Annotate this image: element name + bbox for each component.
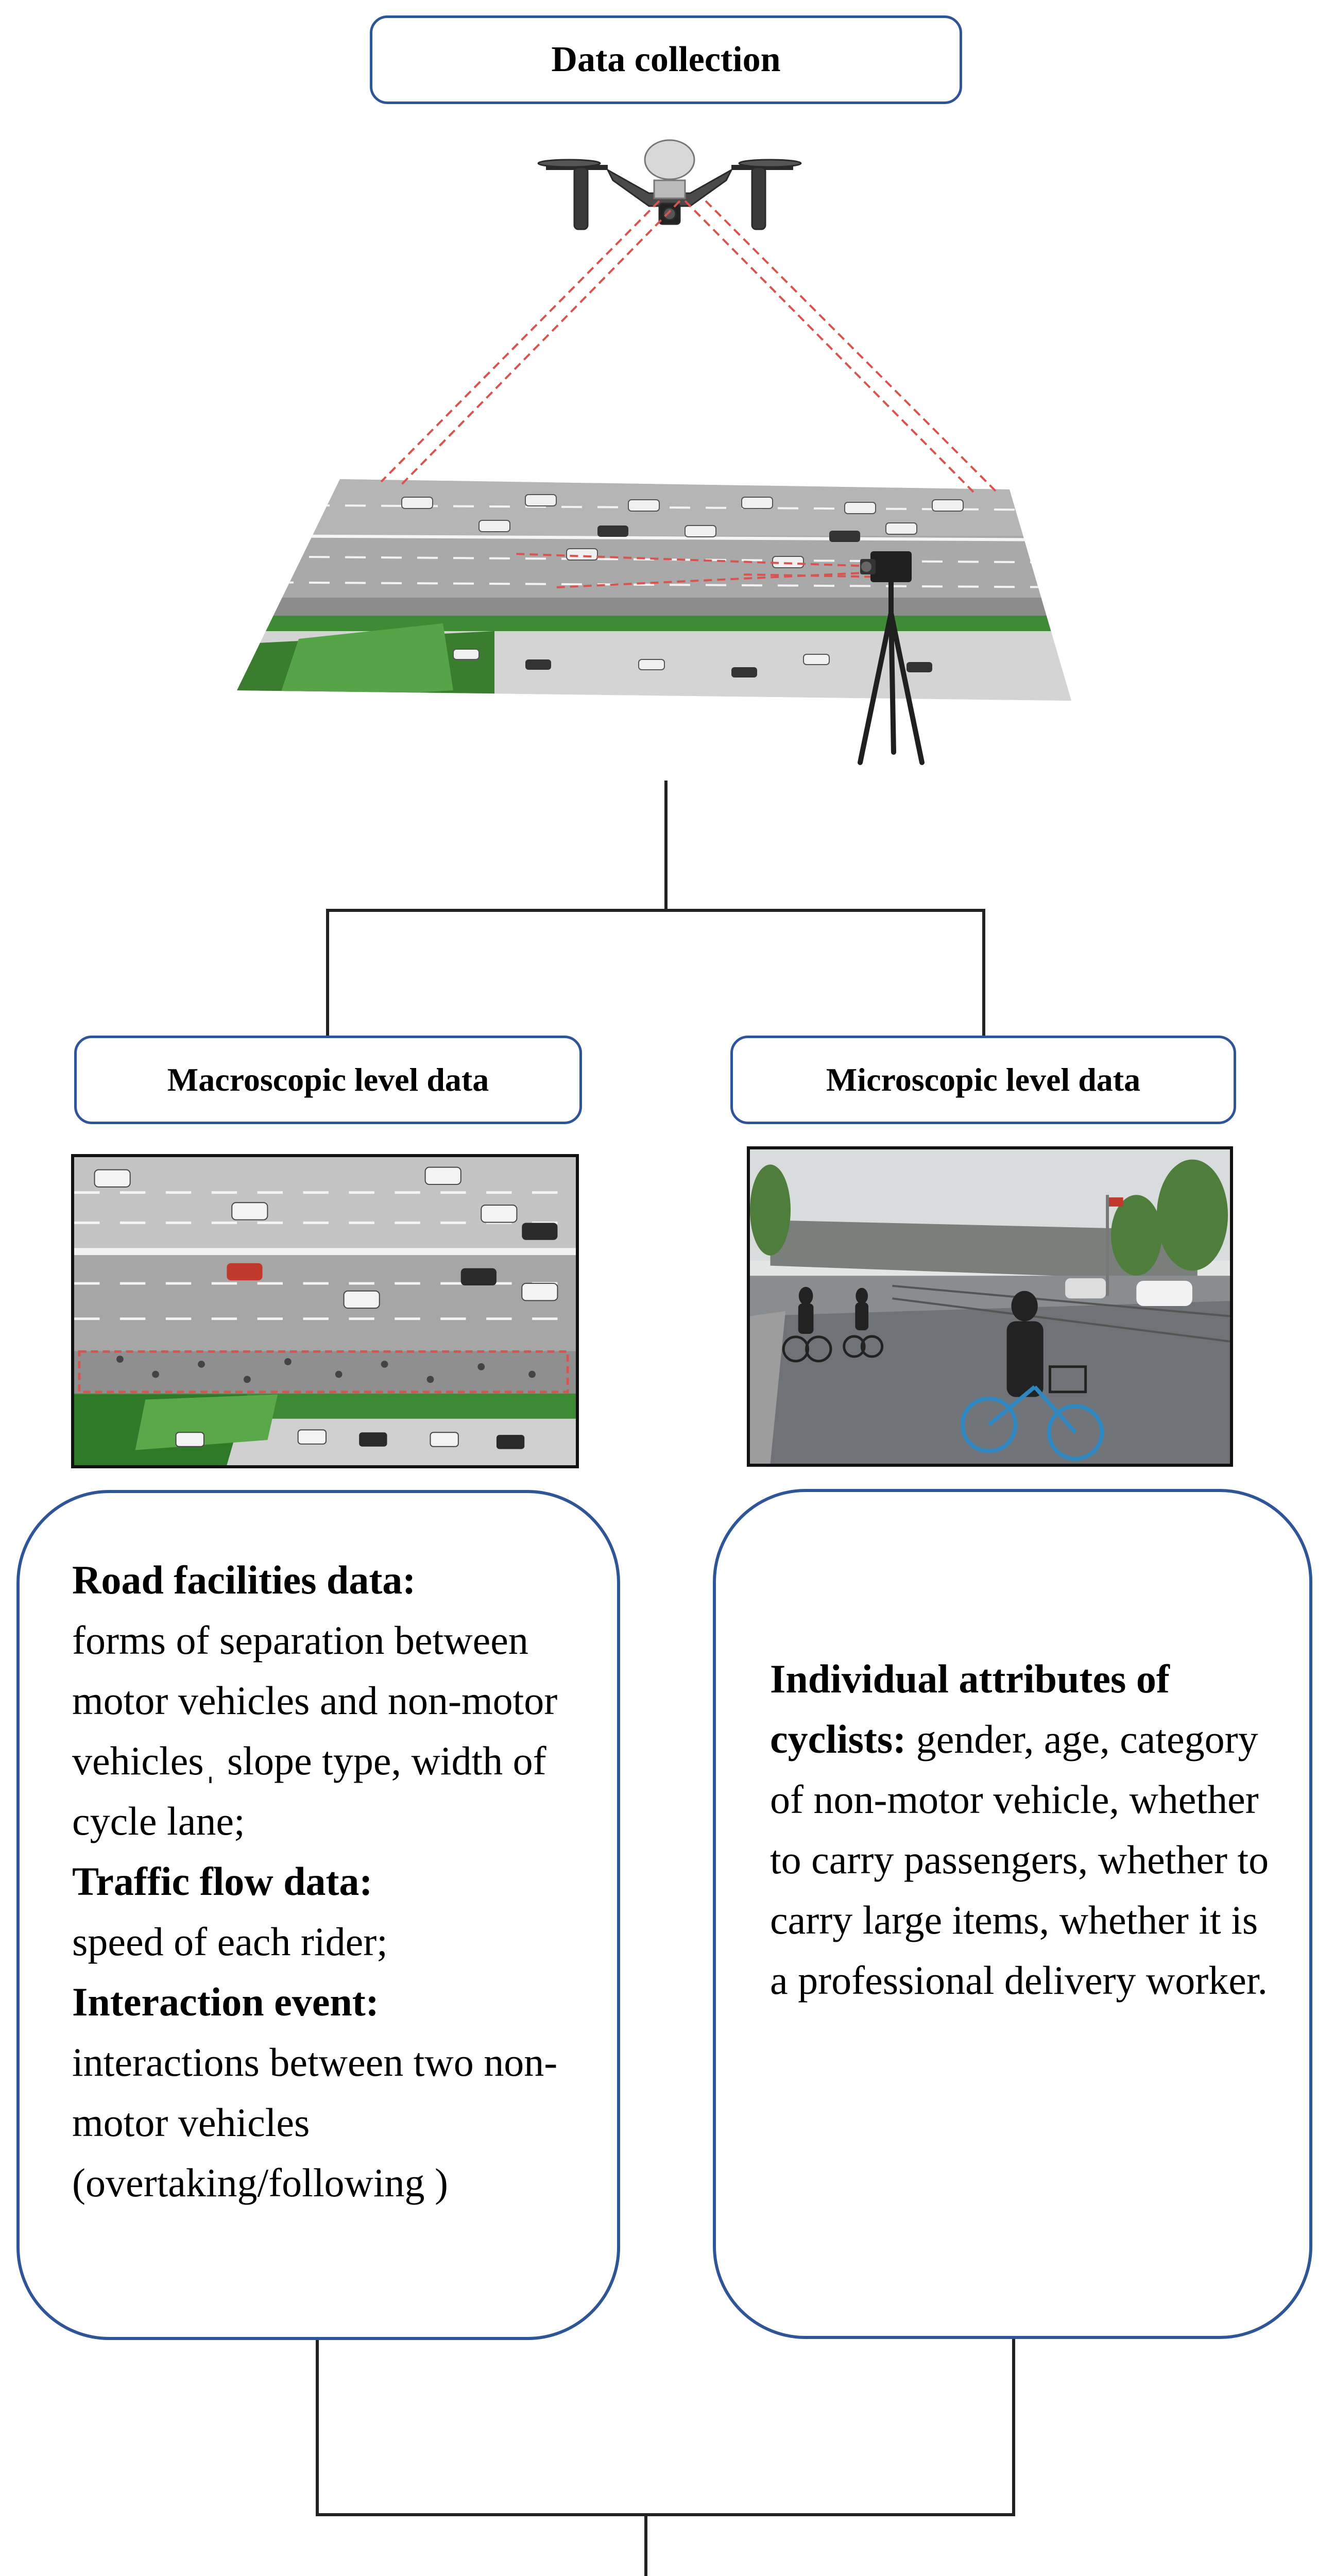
macroscopic-level-box: [74, 1036, 582, 1124]
road-facilities-text: forms of separation between motor vehicles and non-motor vehiclesˌ slope type, width of cycle lane;: [72, 1618, 558, 1843]
microscopic-street-photo: [747, 1146, 1233, 1467]
macroscopic-info-text: [72, 1550, 587, 2213]
interaction-event-text: interactions between two non-motor vehicles (overtaking/following ): [72, 2040, 558, 2205]
connector-right-rise: [1012, 2339, 1015, 2516]
connector-bar-top: [326, 909, 985, 912]
microscopic-level-label: Microscopic level data: [826, 1061, 1141, 1098]
traffic-flow-text: speed of each rider;: [72, 1919, 388, 1964]
traffic-flow-heading: Traffic flow data:: [72, 1859, 373, 1904]
individual-attributes-heading: Individual attributes of cyclists:: [770, 1656, 1170, 1761]
interaction-event-heading: Interaction event:: [72, 1979, 379, 2024]
microscopic-level-box: [730, 1036, 1236, 1124]
macroscopic-aerial-photo: [71, 1154, 579, 1468]
data-collection-box: [370, 15, 962, 104]
connector-bar-bottom: [316, 2513, 1015, 2516]
connector-left-drop: [326, 909, 329, 1038]
traffic-flow-block: [72, 1851, 587, 1972]
interaction-event-block: [72, 1972, 587, 2213]
macroscopic-level-label: Macroscopic level data: [167, 1061, 489, 1098]
aerial-road-scene: [237, 196, 1082, 778]
connector-trunk-top: [664, 781, 668, 912]
connector-right-drop: [982, 909, 985, 1038]
data-collection-label: Data collection: [551, 40, 781, 79]
road-facilities-heading: Road facilities data:: [72, 1557, 416, 1602]
individual-attributes-text: gender, age, category of non-motor vehicle, whether to carry passengers, whether to carry large items, whether it is a professional delivery worker.: [770, 1717, 1269, 2003]
road-facilities-block: [72, 1550, 587, 1851]
individual-attributes-block: [770, 1649, 1285, 2010]
microscopic-info-text: [770, 1649, 1285, 2010]
connector-trunk-bottom: [644, 2513, 647, 2576]
connector-left-rise: [316, 2340, 319, 2516]
